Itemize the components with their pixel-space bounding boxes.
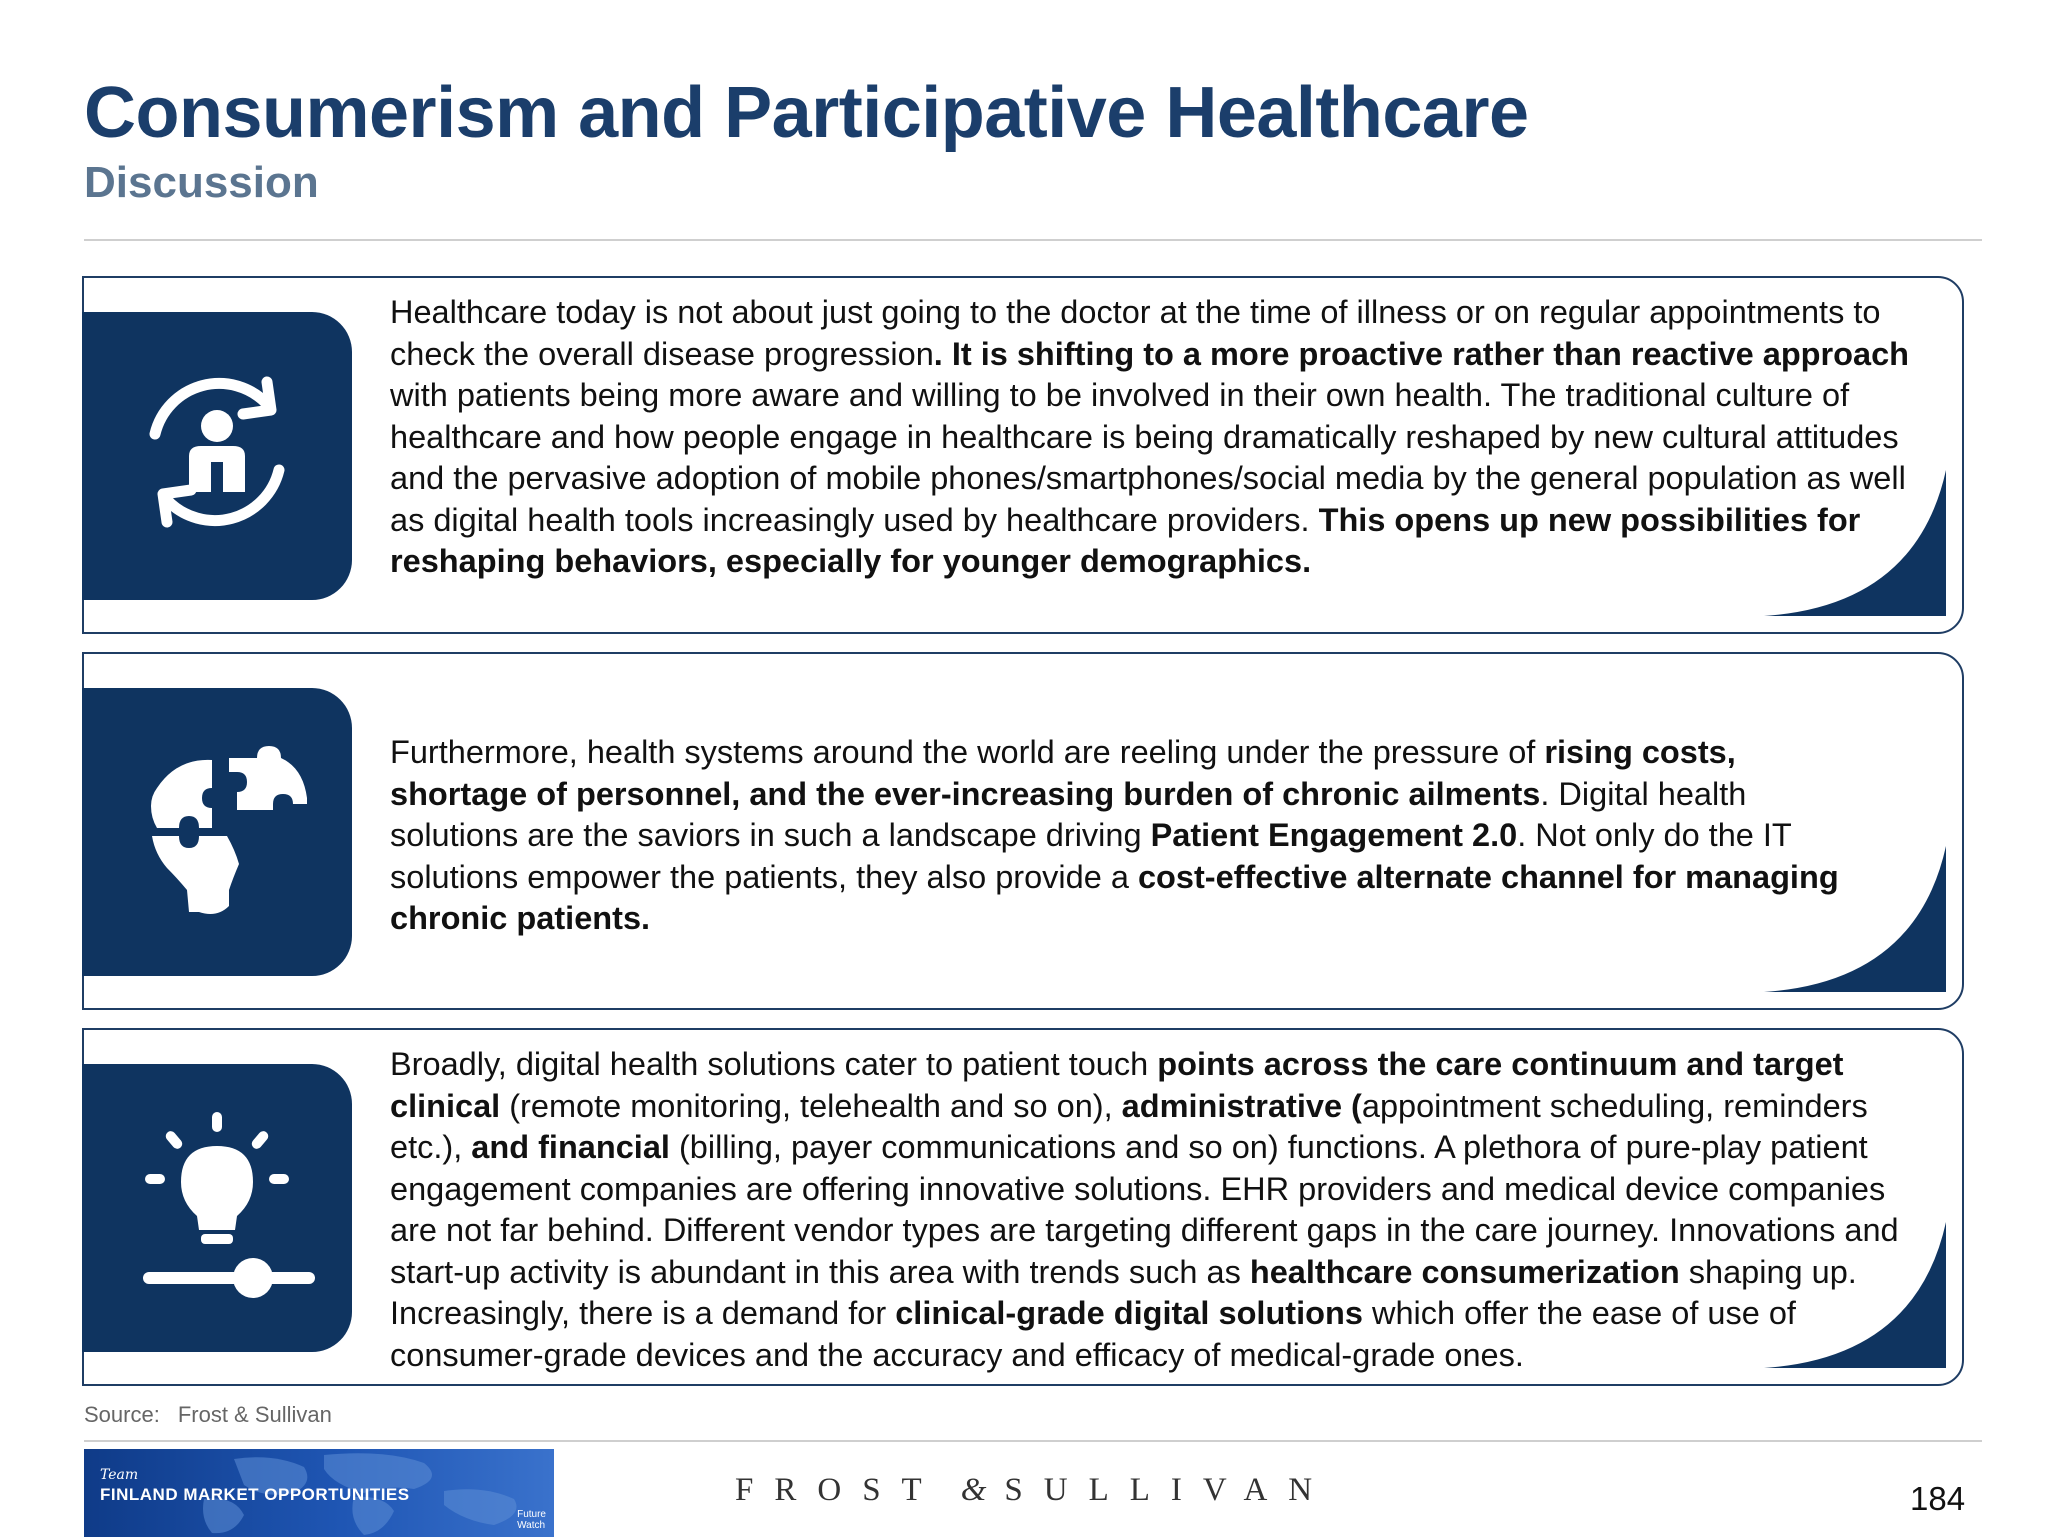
text-segment: which offer the ease of use of consumer-grade devices and the accuracy and efficacy of medical-grade ones. bbox=[390, 1295, 1796, 1373]
bold-text-segment: cost-effective alternate channel for managing chronic patients. bbox=[390, 858, 1839, 936]
card-3-text bbox=[390, 1044, 1930, 1376]
text-segment: . Digital health solutions are the saviors in such a landscape driving bbox=[390, 775, 1747, 853]
card-3-corner-accent bbox=[1760, 1222, 1950, 1372]
bold-text-segment: . It is shifting to a more proactive rather than reactive approach bbox=[933, 335, 1910, 372]
text-segment: shaping up. Increasingly, there is a demand for bbox=[390, 1253, 1857, 1331]
source-note bbox=[84, 1402, 332, 1428]
badge-line-2: Watch bbox=[517, 1520, 546, 1531]
text-segment: . Not only do the IT solutions empower the patients, they also provide a bbox=[390, 817, 1792, 895]
text-segment: (remote monitoring, telehealth and so on), bbox=[500, 1087, 1122, 1124]
future-watch-badge bbox=[517, 1509, 546, 1531]
page-title: Consumerism and Participative Healthcare bbox=[84, 73, 1529, 153]
bold-text-segment: Patient Engagement 2.0 bbox=[1150, 817, 1518, 853]
card-1-corner-accent bbox=[1760, 470, 1950, 620]
discussion-card-1 bbox=[82, 276, 1964, 634]
brand-amp: & bbox=[960, 1472, 987, 1508]
bold-text-segment: and financial bbox=[471, 1129, 670, 1165]
person-cycle-icon bbox=[117, 352, 317, 552]
puzzle-bulb-icon bbox=[117, 728, 317, 928]
bold-text-segment: points across the care continuum and target clinical bbox=[390, 1046, 1844, 1124]
card-2-icon-box bbox=[82, 688, 352, 976]
card-1-text bbox=[390, 292, 1910, 583]
banner-team: Team bbox=[100, 1467, 139, 1483]
source-label: Source: bbox=[84, 1402, 160, 1427]
lightbulb-slider-icon bbox=[117, 1104, 317, 1304]
card-2-corner-accent bbox=[1760, 846, 1950, 996]
bold-text-segment: This opens up new possibilities for reshaping behaviors, especially for younger demographics. bbox=[390, 501, 1861, 579]
text-segment: Healthcare today is not about just going to the doctor at the time of illness or on regular appointments to check the overall disease progression bbox=[390, 294, 1881, 372]
header-divider bbox=[84, 239, 1982, 241]
card-3-icon-box bbox=[82, 1064, 352, 1352]
text-segment: Furthermore, health systems around the world are reeling under the pressure of bbox=[390, 734, 1545, 770]
badge-line-1: Future bbox=[517, 1509, 546, 1520]
text-segment: Broadly, digital health solutions cater to patient touch bbox=[390, 1046, 1158, 1082]
brand-left: FROST bbox=[735, 1472, 943, 1508]
banner-title: FINLAND MARKET OPPORTUNITIES bbox=[100, 1485, 410, 1504]
discussion-card-3 bbox=[82, 1028, 1964, 1386]
source-value: Frost & Sullivan bbox=[177, 1402, 332, 1427]
text-segment: appointment scheduling, reminders etc.), bbox=[390, 1087, 1868, 1165]
page-subtitle: Discussion bbox=[84, 158, 319, 207]
frost-sullivan-logo bbox=[735, 1472, 1333, 1509]
card-1-icon-box bbox=[82, 312, 352, 600]
text-segment: with patients being more aware and willing to be involved in their own health. The traditional culture of healthcare and how people engage in healthcare is being dramatically reshaped by new cultural attitudes and the pervasive adoption of mobile phones/smartphones/social media by the general population as well as digital health tools increasingly used by healthcare providers. bbox=[390, 377, 1906, 538]
card-2-text bbox=[390, 732, 1870, 940]
bold-text-segment: rising costs, shortage of personnel, and the ever-increasing burden of chronic ailments bbox=[390, 734, 1736, 812]
bold-text-segment: healthcare consumerization bbox=[1249, 1253, 1680, 1290]
text-segment: (billing, payer communications and so on) functions. A plethora of pure-play patient engagement companies are offering innovative solutions. EHR providers and medical device companies are not far behind. Different vendor types are targeting different gaps in the care journey. Innovations and start-up activity is abundant in this area with trends such as bbox=[390, 1129, 1899, 1290]
discussion-card-2 bbox=[82, 652, 1964, 1010]
footer-divider bbox=[84, 1440, 1982, 1442]
bold-text-segment: administrative ( bbox=[1121, 1087, 1362, 1124]
finland-market-banner bbox=[84, 1449, 554, 1537]
brand-right: SULLIVAN bbox=[1004, 1472, 1334, 1508]
page-number: 184 bbox=[1910, 1480, 1966, 1517]
bold-text-segment: clinical-grade digital solutions bbox=[895, 1295, 1363, 1331]
